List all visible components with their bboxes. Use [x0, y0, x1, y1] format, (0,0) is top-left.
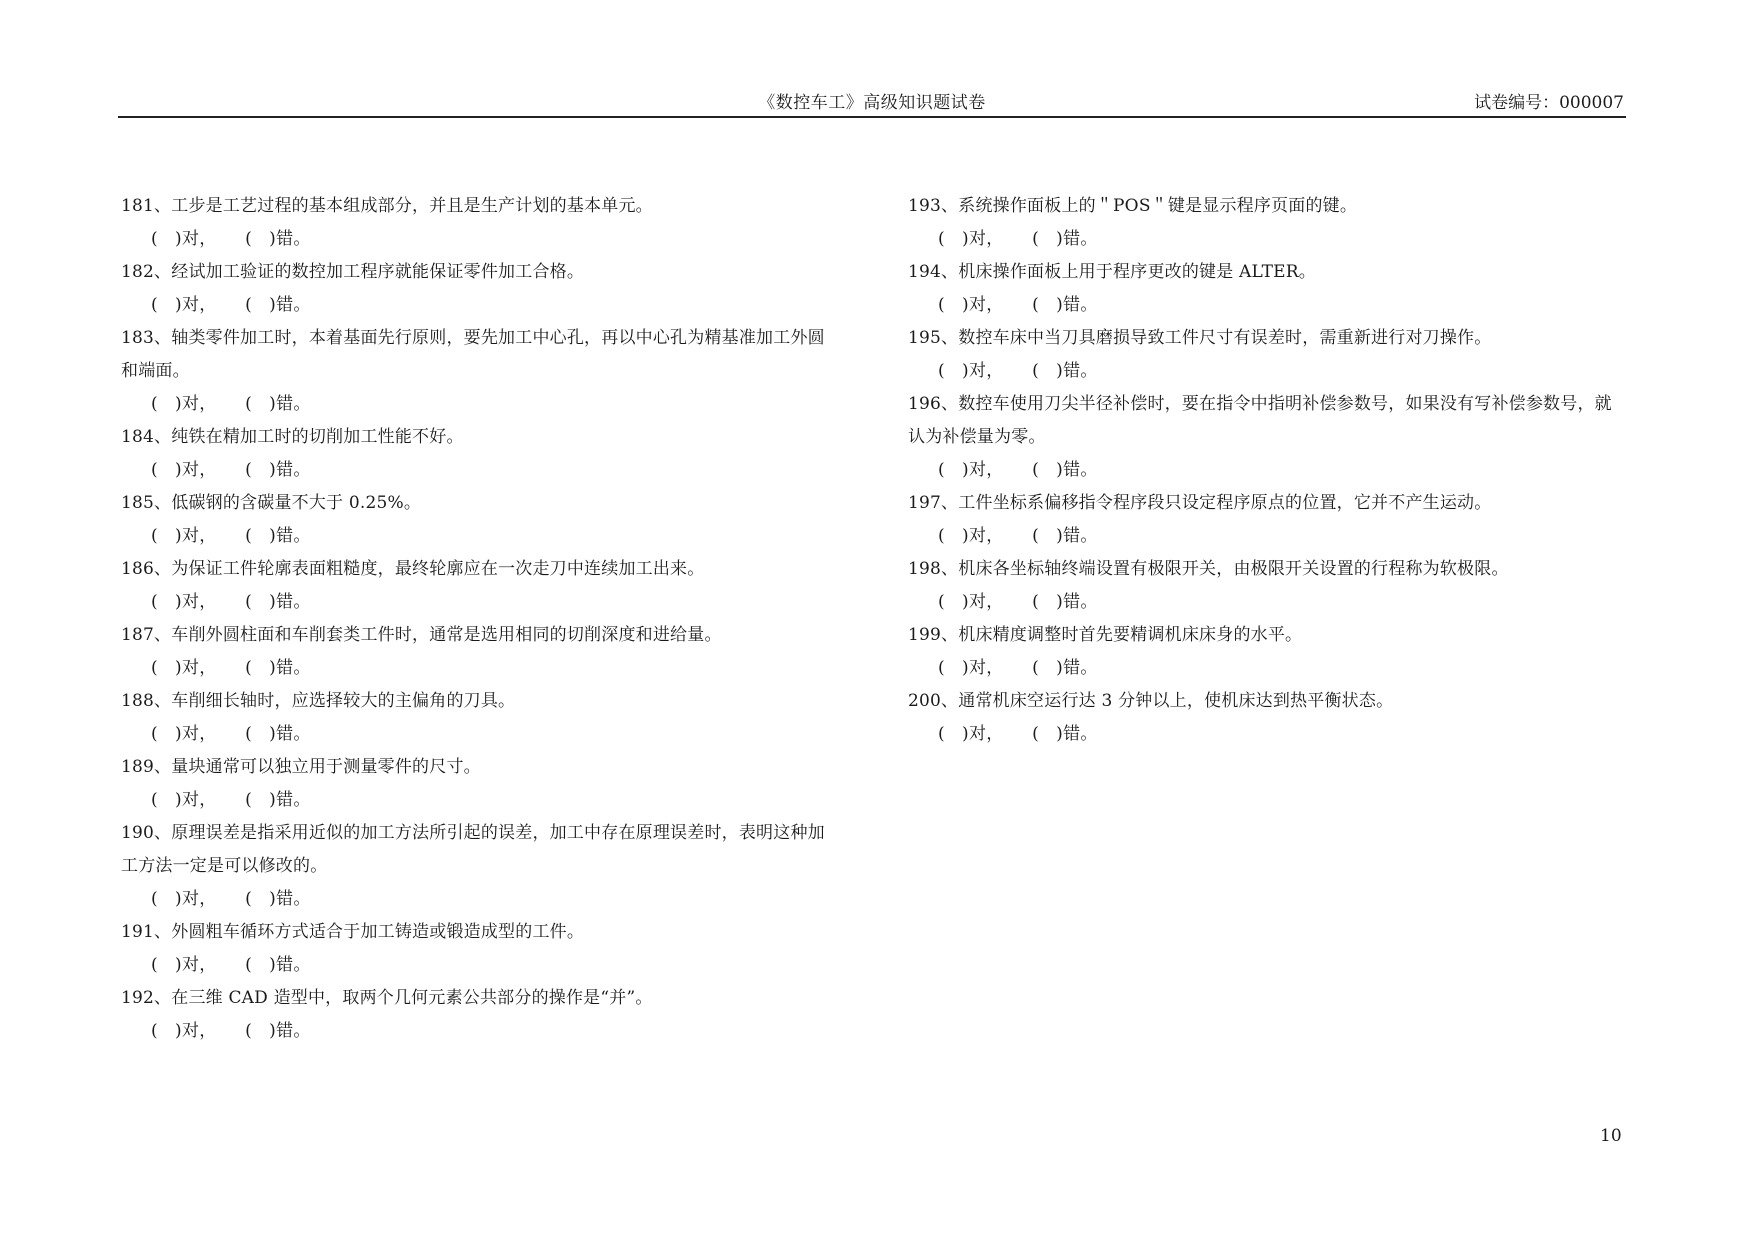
- answer-options: ( )对， ( )错。: [938, 658, 1098, 678]
- question-text: 194、机床操作面板上用于程序更改的键是 ALTER。: [908, 262, 1316, 282]
- question-text: 193、系统操作面板上的＂POS＂键是显示程序页面的键。: [908, 196, 1358, 216]
- question-item: [908, 388, 1626, 487]
- question-text: 184、纯铁在精加工时的切削加工性能不好。: [121, 427, 464, 447]
- answer-options: ( )对， ( )错。: [151, 658, 311, 678]
- answer-options: ( )对， ( )错。: [151, 460, 311, 480]
- question-text: 196、数控车使用刀尖半径补偿时，要在指令中指明补偿参数号，如果没有写补偿参数号，就认为补偿量为零。: [908, 394, 1612, 447]
- question-text: 183、轴类零件加工时，本着基面先行原则，要先加工中心孔，再以中心孔为精基准加工外圆和端面。: [121, 328, 825, 381]
- question-item: [121, 685, 839, 751]
- exam-title: 《数控车工》高级知识题试卷: [758, 93, 986, 113]
- answer-options: ( )对， ( )错。: [151, 592, 311, 612]
- answer-options: ( )对， ( )错。: [151, 790, 311, 810]
- question-item: [121, 619, 839, 685]
- answer-options: ( )对， ( )错。: [938, 526, 1098, 546]
- answer-options: ( )对， ( )错。: [151, 955, 311, 975]
- question-item: [908, 256, 1626, 322]
- question-column-left: [121, 190, 839, 1048]
- question-text: 198、机床各坐标轴终端设置有极限开关，由极限开关设置的行程称为软极限。: [908, 559, 1509, 579]
- answer-options: ( )对， ( )错。: [938, 724, 1098, 744]
- question-item: [121, 553, 839, 619]
- question-text: 197、工件坐标系偏移指令程序段只设定程序原点的位置，它并不产生运动。: [908, 493, 1492, 513]
- question-item: [908, 487, 1626, 553]
- answer-options: ( )对， ( )错。: [151, 394, 311, 414]
- page-number: 10: [1600, 1126, 1622, 1146]
- answer-options: ( )对， ( )错。: [151, 724, 311, 744]
- answer-options: ( )对， ( )错。: [151, 229, 311, 249]
- question-text: 199、机床精度调整时首先要精调机床床身的水平。: [908, 625, 1303, 645]
- question-item: [121, 421, 839, 487]
- question-text: 188、车削细长轴时，应选择较大的主偏角的刀具。: [121, 691, 516, 711]
- question-text: 191、外圆粗车循环方式适合于加工铸造或锻造成型的工件。: [121, 922, 585, 942]
- answer-options: ( )对， ( )错。: [151, 295, 311, 315]
- question-text: 181、工步是工艺过程的基本组成部分，并且是生产计划的基本单元。: [121, 196, 653, 216]
- question-text: 190、原理误差是指采用近似的加工方法所引起的误差，加工中存在原理误差时，表明这种加工方法一定是可以修改的。: [121, 823, 825, 876]
- answer-options: ( )对， ( )错。: [938, 229, 1098, 249]
- question-text: 187、车削外圆柱面和车削套类工件时，通常是选用相同的切削深度和进给量。: [121, 625, 722, 645]
- question-text: 182、经试加工验证的数控加工程序就能保证零件加工合格。: [121, 262, 585, 282]
- question-item: [121, 190, 839, 256]
- answer-options: ( )对， ( )错。: [938, 361, 1098, 381]
- question-item: [121, 256, 839, 322]
- question-item: [121, 487, 839, 553]
- question-item: [908, 190, 1626, 256]
- question-text: 185、低碳钢的含碳量不大于 0.25%。: [121, 493, 422, 513]
- question-item: [121, 322, 839, 421]
- question-item: [908, 685, 1626, 751]
- question-text: 195、数控车床中当刀具磨损导致工件尺寸有误差时，需重新进行对刀操作。: [908, 328, 1492, 348]
- question-text: 186、为保证工件轮廓表面粗糙度，最终轮廓应在一次走刀中连续加工出来。: [121, 559, 705, 579]
- question-item: [908, 553, 1626, 619]
- question-item: [908, 322, 1626, 388]
- question-item: [121, 751, 839, 817]
- question-item: [908, 619, 1626, 685]
- exam-code: 试卷编号：000007: [1474, 93, 1624, 113]
- answer-options: ( )对， ( )错。: [938, 295, 1098, 315]
- page-header: [118, 86, 1626, 118]
- answer-options: ( )对， ( )错。: [151, 1021, 311, 1041]
- question-item: [121, 817, 839, 916]
- question-text: 189、量块通常可以独立用于测量零件的尺寸。: [121, 757, 481, 777]
- answer-options: ( )对， ( )错。: [938, 460, 1098, 480]
- answer-options: ( )对， ( )错。: [151, 889, 311, 909]
- question-item: [121, 916, 839, 982]
- question-text: 200、通常机床空运行达 3 分钟以上，使机床达到热平衡状态。: [908, 691, 1394, 711]
- answer-options: ( )对， ( )错。: [938, 592, 1098, 612]
- question-column-right: [908, 190, 1626, 751]
- question-item: [121, 982, 839, 1048]
- answer-options: ( )对， ( )错。: [151, 526, 311, 546]
- question-text: 192、在三维 CAD 造型中，取两个几何元素公共部分的操作是“并”。: [121, 988, 653, 1008]
